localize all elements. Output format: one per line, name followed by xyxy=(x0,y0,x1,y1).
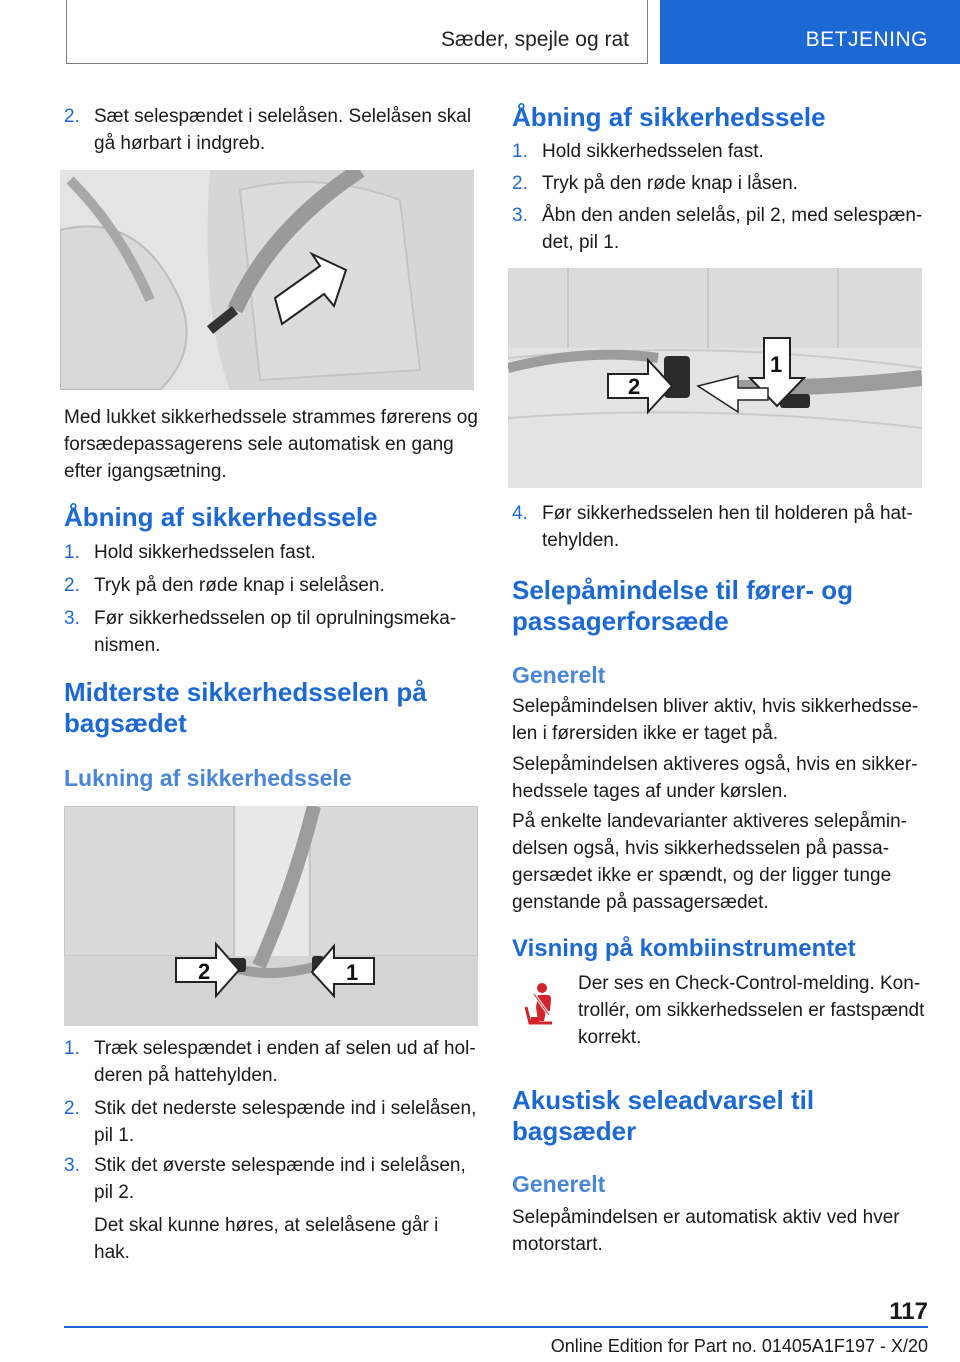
rear-belt-close-figure xyxy=(64,806,478,1026)
page-number: 117 xyxy=(889,1298,928,1325)
list-item: 3. Åbn den anden selelås, pil 2, med selespændet, pil 1. xyxy=(512,205,923,253)
figure-arrow-label: 2 xyxy=(628,374,641,399)
figure-arrow-label: 1 xyxy=(770,352,783,377)
reminder-paragraph: Selepåmindelsen aktiveres også, hvis en sikkerhedssele tages af under kørslen. xyxy=(512,754,918,802)
figure-arrow-label: 1 xyxy=(346,960,359,985)
header-chapter-tab[interactable] xyxy=(660,0,960,64)
auto-tension-paragraph: Med lukket sikkerhedssele strammes førerens og forsædepassagerens sele automatisk en gang efter igangsætning. xyxy=(64,407,478,482)
list-item: 3. Stik det øverste selespænde ind i selelåsen, pil 2. xyxy=(64,1155,466,1203)
reminder-paragraph: På enkelte landevarianter aktiveres selepåmindelsen også, hvis sikkerhedsselen på passagersædet ikke er spændt, og der ligger tunge genstande på passagersædet. xyxy=(512,811,907,913)
heading-middle-belt: Midterste sikkerhedsselen på bagsædet xyxy=(64,677,427,738)
footer-edition: Online Edition for Part no. 01405A1F197 - X/20 xyxy=(550,1336,928,1356)
seatbelt-warning-icon xyxy=(512,977,566,1031)
list-number: 2. xyxy=(64,106,80,127)
heading-close-belt: Lukning af sikkerhedssele xyxy=(64,765,352,791)
list-text: Sæt selespændet i selelåsen. Selelåsen skal gå hørbart i indgreb. xyxy=(94,106,472,154)
heading-open-belt-rear: Åbning af sikkerhedssele xyxy=(512,102,826,132)
heading-general-1: Generelt xyxy=(512,662,606,688)
heading-general-2: Generelt xyxy=(512,1171,606,1197)
figure-arrow-label: 2 xyxy=(198,959,211,984)
list-item: 1. Træk selespændet i enden af selen ud af holderen på hattehylden. xyxy=(64,1038,476,1086)
instrument-display-text: Der ses en Check-Control-melding. Kontrollér, om sikkerhedsselen er fastspændt korrekt. xyxy=(578,973,925,1048)
header-chapter-label: BETJENING xyxy=(805,28,928,51)
list-item xyxy=(64,103,478,157)
list-item: 4. Før sikkerhedsselen hen til holderen på hattehylden. xyxy=(512,503,913,551)
list-item: 2. Tryk på den røde knap i låsen. xyxy=(512,173,798,194)
rear-belt-open-figure xyxy=(508,268,922,488)
list-item: 2. Stik det nederste selespænde ind i selelåsen, pil 1. xyxy=(64,1098,477,1146)
front-seat-belt-figure xyxy=(60,170,474,390)
heading-open-belt-front: Åbning af sikkerhedssele xyxy=(64,502,378,532)
heading-acoustic-warning: Akustisk seleadvarsel til bagsæder xyxy=(512,1085,815,1146)
reminder-paragraph: Selepåmindelsen bliver aktiv, hvis sikkerhedsselen i førersiden ikke er taget på. xyxy=(512,696,919,744)
header-section-title: Sæder, spejle og rat xyxy=(441,28,629,51)
header-section-box xyxy=(66,0,648,64)
heading-belt-reminder-front: Selepåmindelse til fører- og passagerforsæde xyxy=(512,575,853,636)
latch-note: Det skal kunne høres, at selelåsene går i hak. xyxy=(94,1215,439,1263)
heading-instrument-display: Visning på kombiinstrumentet xyxy=(512,935,856,962)
list-item: 2. Tryk på den røde knap i selelåsen. xyxy=(64,575,385,596)
list-item: 1. Hold sikkerhedsselen fast. xyxy=(64,542,316,563)
list-item: 3. Før sikkerhedsselen op til oprulningsmekanismen. xyxy=(64,608,457,656)
acoustic-paragraph: Selepåmindelsen er automatisk aktiv ved hver motorstart. xyxy=(512,1207,900,1255)
footer-divider xyxy=(64,1326,928,1328)
list-item: 1. Hold sikkerhedsselen fast. xyxy=(512,141,764,162)
